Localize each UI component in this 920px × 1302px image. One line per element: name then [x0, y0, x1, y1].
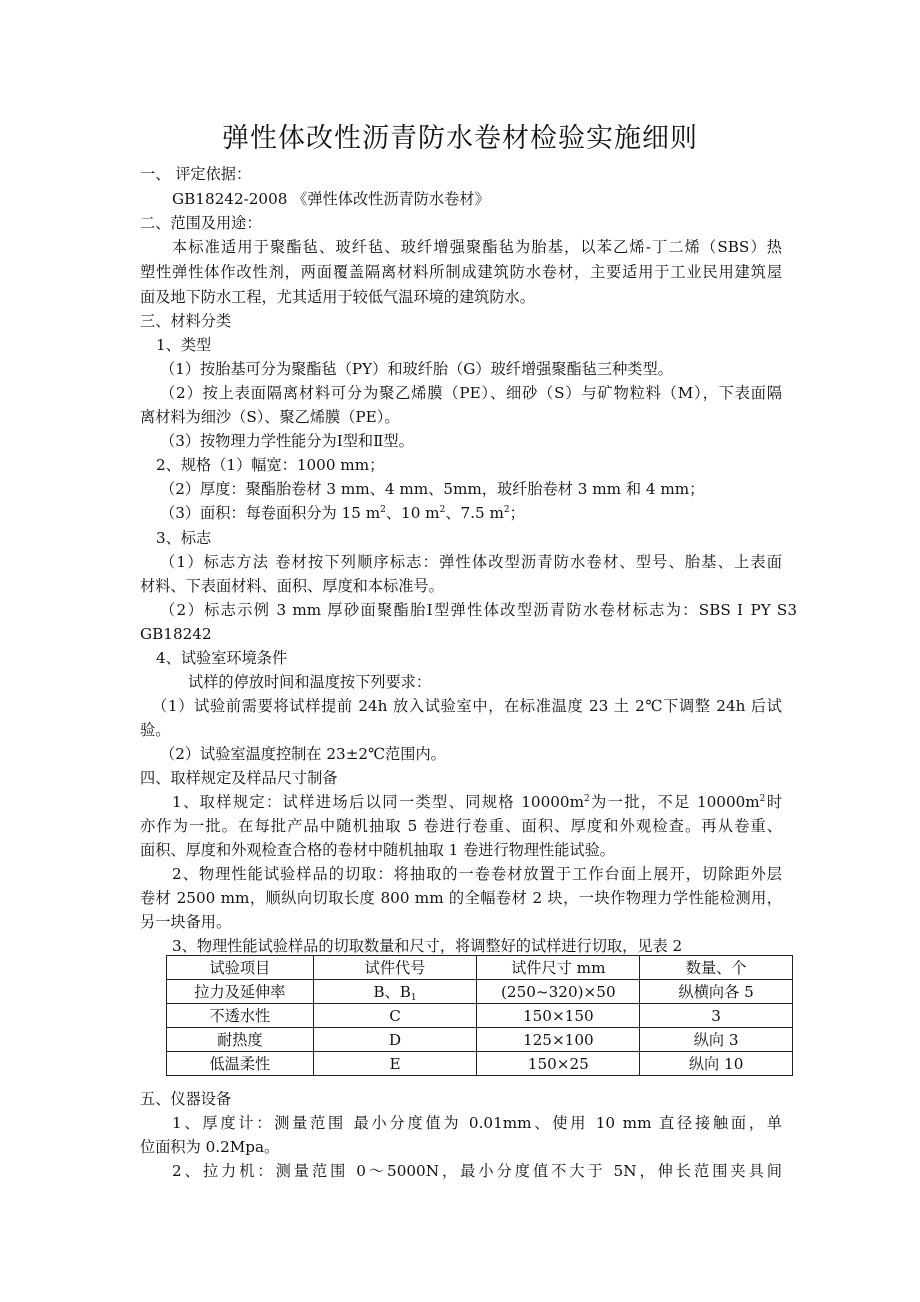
cell-qty: 纵横向各 5 [640, 980, 793, 1004]
sampling-line-2: 亦作为一批。在每批产品中随机抽取 5 卷进行卷重、面积、厚度和外观检查。再从卷重、 [140, 817, 782, 835]
header-item: 试验项目 [167, 956, 314, 980]
standard-reference: GB18242-2008 《弹性体改性沥青防水卷材》 [172, 190, 490, 208]
type-item-2-line-1: （2）按上表面隔离材料可分为聚乙烯膜（PE）、细砂（S）与矿物粒料（M），下表面隔 [160, 384, 782, 402]
cell-code: B、$B_1$ [313, 980, 477, 1004]
type-heading: 1、类型 [156, 336, 212, 354]
sampling-line-3: 面积、厚度和外观检查合格的卷材中随机抽取 1 卷进行物理性能试验。 [140, 841, 615, 859]
cell-code: C [313, 1004, 477, 1028]
cell-item: 不透水性 [167, 1004, 314, 1028]
sampling-line-1: 1、取样规定：试样进场后以同一类型、同规格 $10000m^2$为一批，不足 $10000m^2$时 [172, 793, 783, 811]
scope-line-1: 本标准适用于聚酯毡、玻纤毡、玻纤增强聚酯毡为胎基，以苯乙烯-丁二烯（SBS）热 [172, 238, 782, 256]
cell-item: 耐热度 [167, 1028, 314, 1052]
cutting-line-2: 卷材 2500 mm，顺纵向切取长度 800 mm 的全幅卷材 2 块，一块作物理力学性能检测用， [140, 889, 782, 907]
thickness-gauge-line-2: 位面积为 0.2Mpa。 [140, 1138, 280, 1156]
lab-item-2: （2）试验室温度控制在 23±2℃范围内。 [160, 745, 446, 763]
lab-item-1-line-1: （1）试验前需要将试样提前 24h 放入试验室中，在标准温度 23 土 2℃下调整 24h 后试 [152, 697, 782, 715]
lab-item-1-line-2: 验。 [140, 721, 171, 739]
table-row [167, 1004, 793, 1028]
cutting-line-3: 另一块备用。 [140, 913, 232, 931]
type-item-2-line-2: 离材料为细沙（S）、聚乙烯膜（PE）。 [140, 408, 400, 426]
type-item-1: （1）按胎基可分为聚酯毡（PY）和玻纤胎（G）玻纤增强聚酯毡三种类型。 [160, 360, 673, 378]
table-header-row [167, 956, 793, 980]
mark-example-line-2: GB18242 [140, 625, 212, 643]
header-code: 试件代号 [313, 956, 477, 980]
section-4-heading: 四、取样规定及样品尺寸制备 [140, 769, 338, 787]
cell-size: 125×100 [477, 1028, 640, 1052]
spec-area: （3）面积：每卷面积分为 15 $m^2$、10 $m^2$、7.5 $m^2$； [160, 504, 525, 522]
mark-example-line-1: （2）标志示例 3 mm 厚砂面聚酯胎Ⅰ型弹性体改型沥青防水卷材标志为：SBS Ⅰ PY S3 [160, 601, 797, 619]
tensile-machine-line-1: 2、拉力机：测量范围 0～5000N，最小分度值不大于 5N，伸长范围夹具间 [172, 1162, 782, 1180]
cell-item: 拉力及延伸率 [167, 980, 314, 1004]
cell-code: D [313, 1028, 477, 1052]
document-title: 弹性体改性沥青防水卷材检验实施细则 [222, 123, 698, 154]
spec-width: 2、规格（1）幅宽：1000 mm； [156, 456, 385, 474]
mark-method-line-1: （1）标志方法 卷材按下列顺序标志：弹性体改型沥青防水卷材、型号、胎基、上表面 [160, 553, 782, 571]
table-row [167, 980, 793, 1004]
cell-item: 低温柔性 [167, 1052, 314, 1076]
header-qty: 数量、个 [640, 956, 793, 980]
cell-qty: 3 [640, 1004, 793, 1028]
section-3-heading: 三、材料分类 [140, 312, 232, 330]
header-size: 试件尺寸 mm [477, 956, 640, 980]
cell-qty: 纵向 10 [640, 1052, 793, 1076]
cell-size: (250~320)×50 [477, 980, 640, 1004]
cell-size: 150×25 [477, 1052, 640, 1076]
section-2-heading: 二、范围及用途： [140, 214, 262, 232]
cell-size: 150×150 [477, 1004, 640, 1028]
section-5-heading: 五、仪器设备 [140, 1090, 232, 1108]
table-caption: 3、物理性能试验样品的切取数量和尺寸，将调整好的试样进行切取，见表 2 [172, 937, 683, 955]
section-1-heading: 一、 评定依据： [140, 165, 252, 183]
scope-line-2: 塑性弹性体作改性剂，两面覆盖隔离材料所制成建筑防水卷材，主要适用于工业民用建筑屋 [140, 263, 782, 281]
table-row [167, 1052, 793, 1076]
mark-heading: 3、标志 [156, 529, 212, 547]
thickness-gauge-line-1: 1、厚度计：测量范围 最小分度值为 0.01mm、使用 10 mm 直径接触面，单 [172, 1114, 782, 1132]
cell-code: E [313, 1052, 477, 1076]
lab-intro: 试样的停放时间和温度按下列要求： [188, 673, 431, 691]
scope-line-3: 面及地下防水工程，尤其适用于较低气温环境的建筑防水。 [140, 288, 535, 306]
mark-method-line-2: 材料、下表面材料、面积、厚度和本标准号。 [140, 577, 444, 595]
cell-qty: 纵向 3 [640, 1028, 793, 1052]
spec-thickness: （2）厚度：聚酯胎卷材 3 mm、4 mm、5mm，玻纤胎卷材 3 mm 和 4 mm； [160, 480, 705, 498]
type-item-3: （3）按物理力学性能分为Ⅰ型和Ⅱ型。 [160, 432, 414, 450]
table-row [167, 1028, 793, 1052]
cutting-line-1: 2、物理性能试验样品的切取：将抽取的一卷卷材放置于工作台面上展开，切除距外层 [172, 865, 782, 883]
lab-heading: 4、试验室环境条件 [156, 649, 288, 667]
specimen-table [166, 955, 793, 1076]
